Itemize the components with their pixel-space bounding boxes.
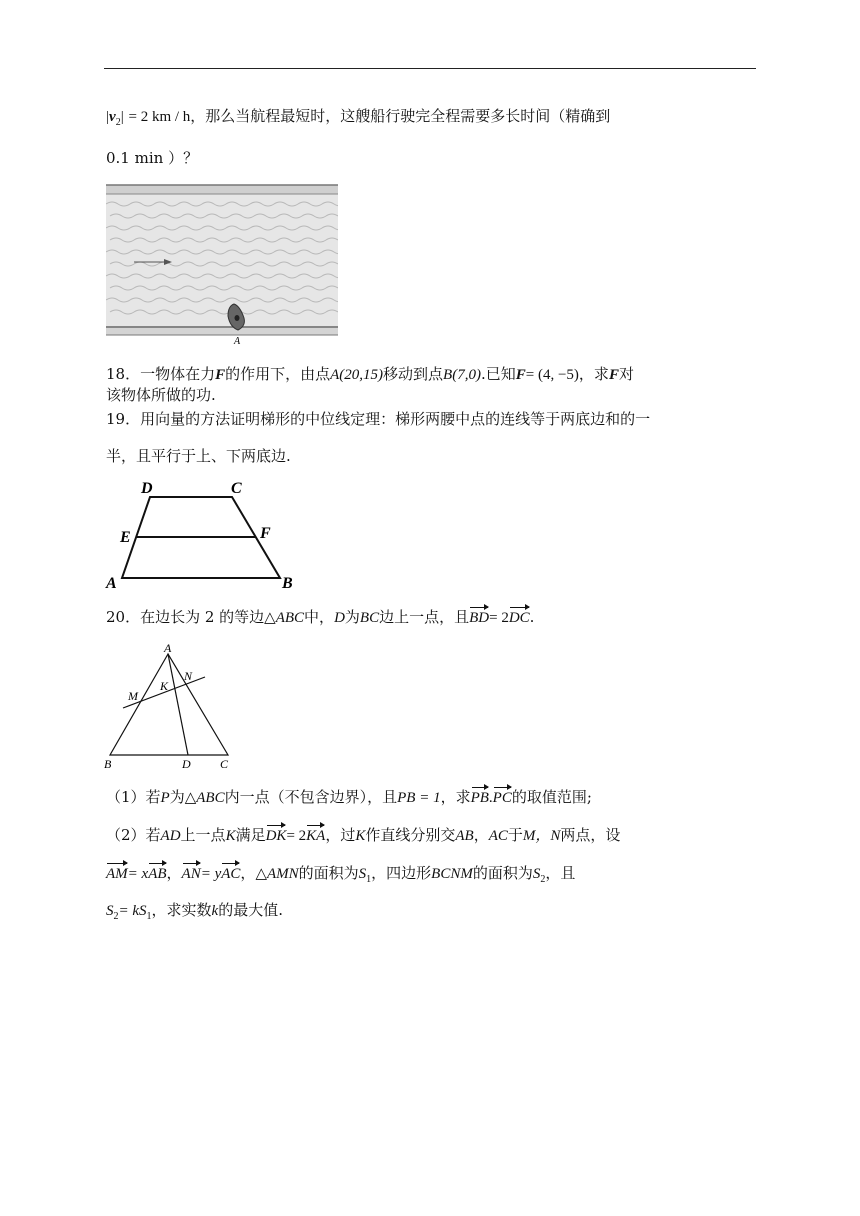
q18-line-2: 该物体所做的功. (106, 386, 216, 404)
q20-part2-line-1: （2）若AD上一点K满足DK= 2KA，过K作直线分别交AB，AC于M，N两点，设 (106, 826, 621, 844)
trapezoid-figure (104, 476, 304, 592)
label-m: M (128, 689, 138, 703)
river-figure (106, 182, 338, 346)
label-c: C (220, 757, 229, 771)
label-b: B (104, 757, 112, 771)
label-a: A (106, 575, 117, 592)
label-d: D (182, 757, 191, 771)
q20-part2-line-2: AM= xAB，AN= yAC，△AMN的面积为$S_1$，四边形BCNM的面积为$S_2$，且 (106, 864, 576, 885)
label-k: K (160, 679, 169, 693)
label-n: N (184, 669, 193, 683)
label-e: E (120, 529, 131, 546)
q20-line-1: 20．在边长为 2 的等边△ABC中，D为BC边上一点，且BD= 2DC. (106, 608, 535, 626)
v2-value: = 2 km / h (128, 109, 191, 125)
q19-line-1: 19．用向量的方法证明梯形的中位线定理：梯形两腰中点的连线等于两底边和的一 (106, 410, 651, 428)
label-b: B (282, 575, 293, 592)
q17-text-1: ，那么当航程最短时，这艘船行驶完全程需要多长时间（精确到 (190, 107, 611, 125)
q20-part2-line-3: $S_2= kS_1$，求实数k的最大值. (106, 901, 283, 922)
q17-line-1 (106, 106, 610, 133)
header-rule (104, 68, 756, 69)
q18-line-1: 18．一物体在力F的作用下，由点A(20,15)移动到点B(7,0).已知F= (4, −5)，求F对 (106, 365, 634, 383)
label-a: A (233, 336, 241, 346)
v2-abs: $|v_2|$ (106, 109, 124, 128)
q19-line-2: 半，且平行于上、下两底边. (106, 447, 291, 465)
q17-line-2: 0.1 min ）？ (106, 149, 199, 167)
triangle-figure (104, 640, 244, 772)
label-d: D (141, 480, 153, 497)
label-a: A (164, 641, 172, 655)
label-f: F (260, 525, 271, 542)
q20-part1-line: （1）若P为△ABC内一点（不包含边界），且PB = 1，求PB.PC的取值范围; (106, 788, 592, 806)
label-c: C (231, 480, 242, 497)
